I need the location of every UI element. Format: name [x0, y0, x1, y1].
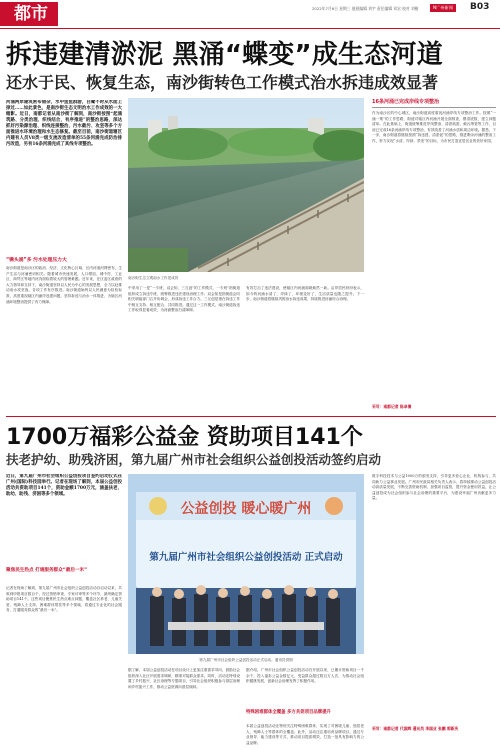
story1-photo [128, 98, 364, 272]
page-number: B03 [470, 2, 490, 12]
story1-body-2: 中采用了一是“一专班、双会知、三互创”的工作模式，一专班”指街道组织成立拆违专班，统筹推进违法建设治理工作；双会知是指街道会同相关职能部门召开协调会，形成拆违工作合力。三互创是指在拆违工作中相互支持、相互配合、共同推进。通过这一工作模式，南沙街道拆违工作取得显著成效，为河涌整治扫清障碍。 [128, 286, 240, 313]
story2-body-4: 据介绍，广州市社会组织公益创投活动自开展以来，已累计资助项目一千余个，投入福彩公益金数亿元，受益群众超过数百万人次，为推动社会组织健康发展、创新社会治理发挥了积极作用。 [246, 668, 364, 684]
story1-lead: 河涌两岸建筑密布错杂，水中鱼鱼群游，白鹭不时从水面上掠过……如此景色，是南沙街生态文明治水工作成效的一大缩影。近日，南都记者从南沙街了解到，南沙街按照“起涌筑路、分类治理、织线结合，有序推进”的整治思路，深达抓好污染源治理、织线连接整治，污水截污、攻坚等多个方面推进水环境治理和水生态修复。截至目前，南沙街道辖区内建有人员V8类一级支流改造清单的55条河涌完成防治排污改造，另有16条河涌完成了其线专项整治。 [6, 100, 122, 147]
story2-photo [128, 474, 364, 654]
story2-photo-caption: 第九届广州市社会组织公益创投活动正式启动。通讯员供图 [199, 658, 293, 662]
story1-body-3: 有效打击了违法建设，使辖区内河涌面貌焕然一新。沿岸居民纷纷表示，如今的河涌水清了，岸绿了，环境变好了，生活质量也随之提升。下一步，南沙街道将继续巩固治水拆违成果，持续推进河涌综合治理。 [246, 286, 364, 302]
page-badge: N广州新闻 [430, 4, 456, 12]
story1-sidebar-body: 作为南沙区的中心城区，南沙街道高度重视河涌岸线专项整治工作。按照“一涌一策”的工作思路，街道对辖区内河涌开展全面排查，摸清底数，建立问题清单。在此基础上，街道统筹推进岸线整治、清淤疏浚、截污纳管等工作，目前已完成16条河涌岸线专项整治，有效改善了河涌水质和周边环境。据悉，下一步，南沙街道将继续按照“拆违建、清淤泥”的思路，推进剩余河涌的整治工作，努力实现“水清、岸绿、景美”的目标，为市民打造宜居宜业的美好家园。 [372, 111, 496, 143]
story-divider [6, 416, 496, 417]
story2-body-3: 本届公益创投活动还特别关注特殊困难群体，实现了对困境儿童、独居老人、残障人士等群体的全覆盖。此外，活动还注重培育品牌项目，通过专业督导、能力建设等方式，推动项目提质增效，打造一批具有影响力的公益品牌。 [246, 724, 364, 745]
story2-byline: 采写：南都记者 代国辉 通讯员 李国业 张鹏 郭新庆 [372, 726, 459, 731]
story1-subhead: 还水于民、恢复生态，南沙街转色工作模式治水拆违成效显著 [6, 73, 439, 92]
section-tag: 都市 [0, 2, 58, 26]
story2-subtitle-1: 聚焦民生热点 打通服务群众“最后一米” [6, 568, 88, 573]
river-photo-illustration [128, 98, 364, 272]
story1-subtitle-1: “镌头涌”多 污水处理压力大 [6, 258, 67, 263]
story1-sidebar-title: 16条河涌已完成岸线专项整治 [372, 99, 439, 105]
story2-body-2: 据了解，本届公益创投活动在项目设计上更加注重需求导向，鼓励社会组织深入社区开展需求调研，精准对接群众需求。同时，活动还特别设置了乡村振兴、社区治理等专题项目，引导社会组织积极参与基层治理和乡村振兴工作，推动公益资源向基层倾斜。 [128, 668, 240, 689]
story1-body-1: 南沙街道是南沙区的政治、经济、文化核心区域，区内河道河网密布，生产生活与河涌密切相关。随着城市快速发展，人口增加，城中村、工业区、商贸区等地内河沟面临着较大的管理难题。近年来，在区委区政府的大力指导和支持下，南沙街道坚持以人民为中心的发展思想，全力以赴推动治水攻坚战，各项工作有序推进。南沙街道始终以人民满意为检验标准，高度重视辖区内涌岸违建问题，坚持拆违与治水一体推进，为辖区河涌环境整治提供了有力保障。 [6, 266, 122, 304]
story2-lead: 近日，第九届广州市社会组织公益创投项目签约启动仪式在广州(国际)科技园举行。记者在现场了解到，本届公益创投活动共资助项目141个，资助金额1700万元，涵盖扶老、助幼、助残、济困等多个领域。 [6, 474, 122, 497]
story2-subtitle-2: 特殊困难群体全覆盖 多方共促项目品牌提升 [246, 710, 331, 715]
photo-banner-text: 第九届广州市社会组织公益创投活动 正式启动 [149, 552, 343, 563]
svg-text:公益创投 暖心暖广州: 公益创投 暖心暖广州 [180, 501, 312, 517]
ceremony-photo-illustration [128, 474, 364, 654]
story2-headline: 1700万福彩公益金 资助项目141个 [6, 425, 363, 450]
header-rule [0, 28, 500, 29]
story2-body-1: 记者在现场了解到，第九届广州市社会组织公益创投活动自启动以来，共收到申报项目数百个，经过资格审查、专家评审等多个环节，最终确定资助项目141个。这些项目聚焦民生热点难点问题，覆盖社区养老、儿童关爱、残障人士支持、困难群体帮扶等多个领域，将通过专业化的社会服务，打通服务群众的“最后一米”。 [6, 586, 122, 613]
story1-headline: 拆违建清淤泥 黑涌“蝶变”成生态河道 [6, 40, 443, 70]
dateline: 2022年7月6日 星期三 值班编辑 刘宇 责任编辑 邓宏 校对 刘楷 [312, 6, 419, 11]
story2-body-5: 数字科技技术与公益1000万的颁发支持，引导更多爱心企业、机构参与，共同助力公益事业发展。广州市民政局相关负责人表示，将持续推动公益创投活动高质量发展，不断完善资助机制，加强项目监管，提升资金使用效益，让公益创投成为社会组织参与社会治理的重要平台，为建设幸福广州贡献更多力量。 [372, 474, 496, 501]
sidebar-rule [372, 107, 496, 108]
story1-sidebar-byline: 采写：南都记者 陈卓倩 [372, 404, 412, 409]
story1-photo-caption: 南沙街生态立观南水工作见成效 [128, 276, 179, 280]
story2-subhead: 扶老护幼、助残济困，第九届广州市社会组织公益创投活动签约启动 [6, 452, 382, 467]
